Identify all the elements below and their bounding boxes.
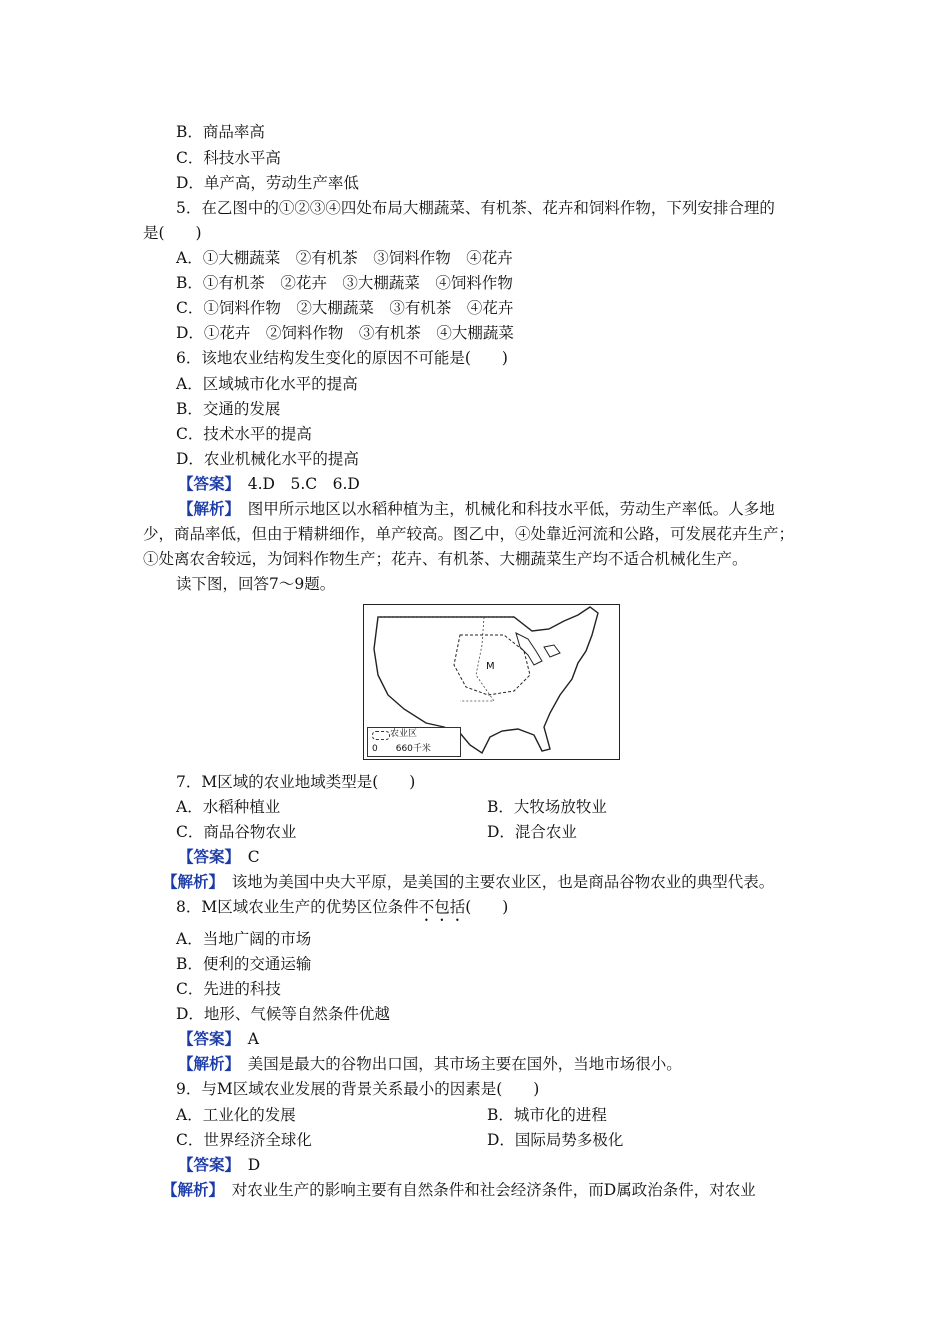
analysis-tag: 【解析】 — [178, 499, 233, 518]
q5-option-d: D．①花卉 ②饲料作物 ③有机茶 ④大棚蔬菜 — [176, 324, 514, 342]
q4-option-d: D．单产高，劳动生产率低 — [176, 174, 359, 192]
q5-option-a: A．①大棚蔬菜 ②有机茶 ③饲料作物 ④花卉 — [176, 249, 513, 267]
q6-option-b: B．交通的发展 — [176, 400, 281, 418]
analysis-tag: 【解析】 — [178, 1054, 233, 1073]
analysis-text: 该地为美国中央大平原，是美国的主要农业区，也是商品谷物农业的典型代表。 — [216, 873, 775, 891]
q4-option-b: B．商品率高 — [176, 123, 265, 141]
q7-option-b: B．大牧场放牧业 — [487, 798, 607, 816]
q9-option-a: A．工业化的发展 — [176, 1106, 296, 1124]
analysis-tag: 【解析】 — [162, 1180, 217, 1199]
usa-agriculture-map — [363, 604, 620, 760]
analysis-7 — [162, 872, 774, 892]
analysis-4-6-cont1: 少，商品率低，但由于精耕细作，单产较高。图乙中，④处靠近河流和公路，可发展花卉生产； — [143, 525, 795, 543]
answer-tag: 【答案】 — [178, 474, 233, 493]
analysis-text: 图甲所示地区以水稻种植为主，机械化和科技水平低，劳动生产率低。人多地 — [232, 500, 775, 518]
answer-7 — [178, 847, 260, 867]
analysis-9 — [162, 1180, 756, 1200]
state-border-dashed — [378, 617, 514, 701]
q9-option-b: B．城市化的进程 — [487, 1106, 607, 1124]
great-lakes — [516, 633, 560, 665]
q8-option-d: D．地形、气候等自然条件优越 — [176, 1005, 390, 1023]
answer-text: C — [232, 848, 260, 866]
q9-option-d: D．国际局势多极化 — [487, 1131, 624, 1149]
answer-text: D — [232, 1156, 261, 1174]
q8-stem — [176, 897, 508, 925]
q6-option-d: D．农业机械化水平的提高 — [176, 450, 359, 468]
q5-stem: 5．在乙图中的①②③④四处布局大棚蔬菜、有机茶、花卉和饲料作物，下列安排合理的 — [176, 199, 775, 217]
answer-tag: 【答案】 — [178, 1155, 233, 1174]
analysis-4-6 — [178, 499, 775, 519]
q5-option-b: B．①有机茶 ②花卉 ③大棚蔬菜 ④饲料作物 — [176, 274, 513, 292]
analysis-8 — [178, 1054, 682, 1074]
analysis-4-6-cont2: ①处离农舍较远，为饲料作物生产；花卉、有机茶、大棚蔬菜生产均不适合机械化生产。 — [143, 550, 748, 568]
answer-tag: 【答案】 — [178, 1029, 233, 1048]
q7-option-c: C．商品谷物农业 — [176, 823, 297, 841]
q8-option-c: C．先进的科技 — [176, 980, 281, 998]
q7-stem: 7．M区域的农业地域类型是( ) — [176, 773, 416, 791]
legend-dashed-symbol — [372, 731, 390, 740]
q8-stem-post: ( ) — [465, 898, 509, 916]
q8-stem-pre: 8．M区域农业生产的优势区位条件 — [176, 898, 419, 916]
read-figure-instruction: 读下图，回答7～9题。 — [176, 575, 336, 593]
legend-label: 农业区 — [390, 729, 418, 739]
answer-text: 4.D 5.C 6.D — [232, 475, 360, 493]
analysis-text: 对农业生产的影响主要有自然条件和社会经济条件，而D属政治条件，对农业 — [216, 1181, 756, 1199]
q6-option-a: A．区域城市化水平的提高 — [176, 375, 358, 393]
map-scale: 0 660千米 — [372, 744, 431, 754]
answer-9 — [178, 1155, 260, 1175]
q9-option-c: C．世界经济全球化 — [176, 1131, 312, 1149]
q8-option-a: A．当地广阔的市场 — [176, 930, 312, 948]
q6-stem: 6．该地农业结构发生变化的原因不可能是( ) — [176, 349, 508, 367]
q8-emphasis: 不包括 — [418, 898, 466, 916]
q9-stem: 9．与M区域农业发展的背景关系最小的因素是( ) — [176, 1080, 540, 1098]
map-legend — [367, 727, 461, 757]
q5-option-c: C．①饲料作物 ②大棚蔬菜 ③有机茶 ④花卉 — [176, 299, 514, 317]
region-m-label: M — [486, 661, 495, 672]
answer-text: A — [232, 1030, 259, 1048]
answer-8 — [178, 1029, 259, 1049]
answer-4-6 — [178, 474, 360, 494]
q8-option-b: B．便利的交通运输 — [176, 955, 312, 973]
q7-option-d: D．混合农业 — [487, 823, 577, 841]
analysis-tag: 【解析】 — [162, 872, 217, 891]
q4-option-c: C．科技水平高 — [176, 149, 281, 167]
analysis-text: 美国是最大的谷物出口国，其市场主要在国外，当地市场很小。 — [232, 1055, 682, 1073]
q6-option-c: C．技术水平的提高 — [176, 425, 312, 443]
q7-option-a: A．水稻种植业 — [176, 798, 281, 816]
q5-stem-cont: 是( ) — [143, 224, 202, 242]
answer-tag: 【答案】 — [178, 847, 233, 866]
